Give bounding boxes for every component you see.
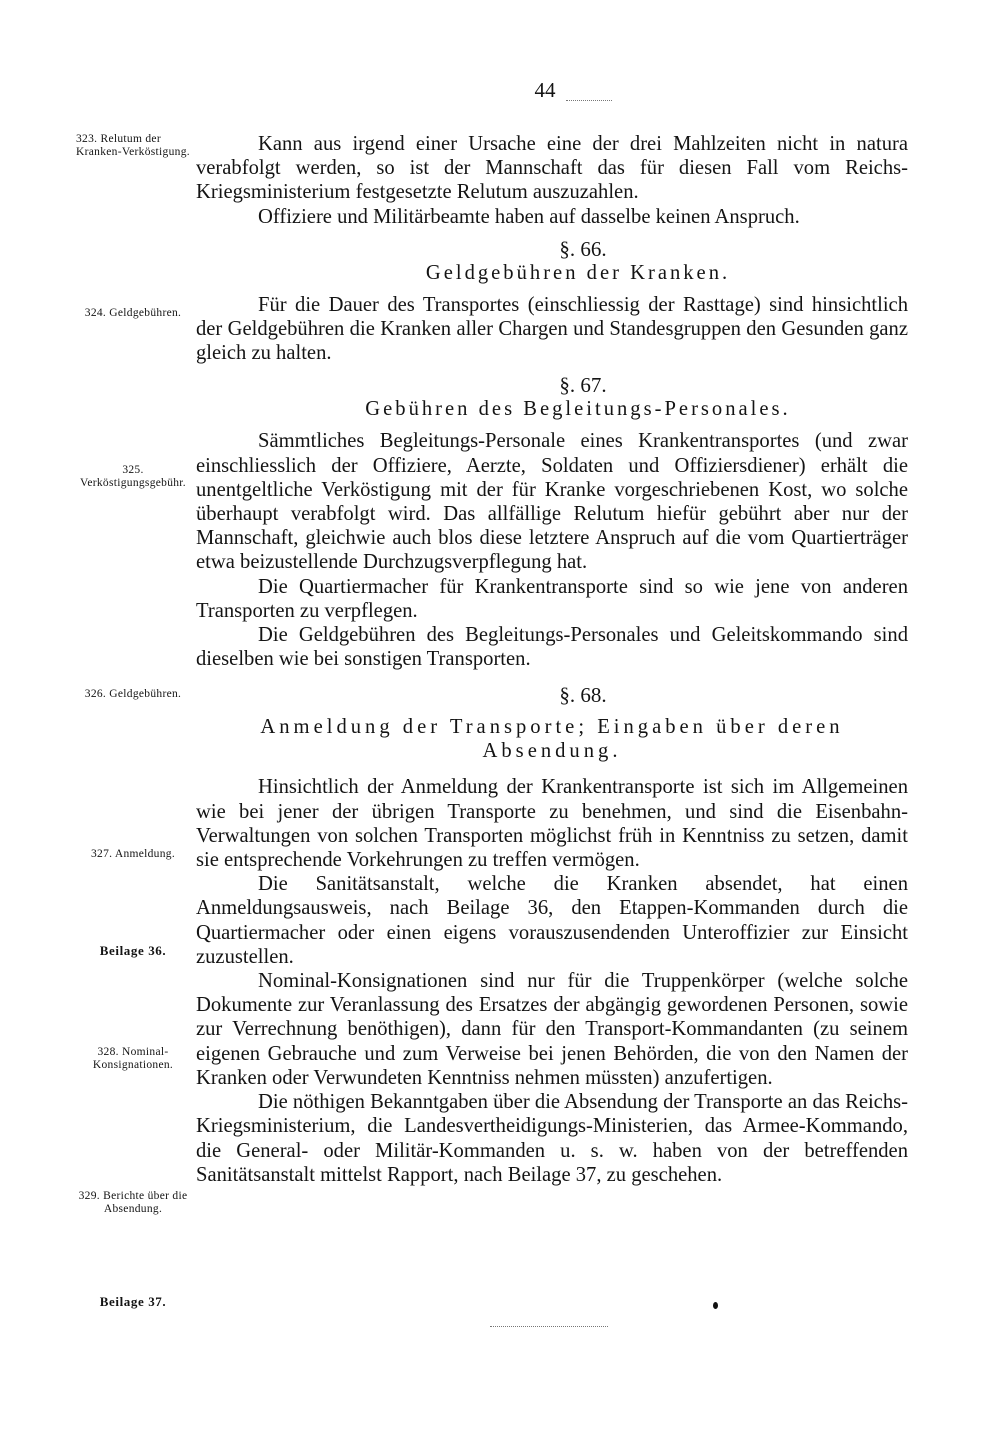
margin-note-324: 324. Geldgebühren. — [84, 307, 182, 319]
paragraph-325-quartermasters: Die Quartiermacher für Krankentransporte sind so wie jene von anderen Transporten zu verpflegen. — [196, 575, 908, 622]
paragraph-324: Für die Dauer des Transportes (einschliessig der Rasttage) sind hinsichtlich der Geldgebühren die Kranken aller Chargen und Standesgruppen den Gesunden ganz gleich zu halten. — [196, 293, 908, 365]
section-68-title: Anmeldung der Transporte; Eingaben über deren Absendung. — [260, 716, 844, 763]
margin-note-326: 326. Geldgebühren. — [84, 688, 182, 700]
paragraph-323-officers: Offiziere und Militärbeamte haben auf dasselbe keinen Anspruch. — [258, 205, 800, 228]
footer-rule — [490, 1326, 608, 1327]
ink-blot — [713, 1302, 718, 1309]
margin-note-329: 329. Berichte über die Absendung. — [78, 1190, 188, 1215]
paragraph-326: Die Geldgebühren des Begleitungs-Personales und Geleitskommando sind dieselben wie bei sonstigen Transporten. — [196, 624, 908, 671]
header-rule — [566, 100, 612, 101]
section-66-number: §. 66. — [559, 236, 607, 261]
main-text — [196, 132, 908, 1187]
section-67-title: Gebühren des Begleitungs-Personales. — [365, 398, 791, 421]
paragraph-325: Sämmtliches Begleitungs-Personale eines Krankentransportes (und zwar einschliesslich der Offiziere, Aerzte, Soldaten und Offiziersdiener) erhält die unentgeltliche Verköstigung mit der für Kranke vorgeschriebenen Kost, wo solche überhaupt verabfolgt wird. Das allfällige Relutum hiefür gebührt aber nur der Mannschaft, gleichwie auch blos diese letztere Anspruch auf die vom Quartierträger etwa beizustellende Durchzugsverpflegung hat. — [196, 430, 908, 574]
margin-note-beilage-37: Beilage 37. — [99, 1294, 167, 1309]
paragraph-329: Die nöthigen Bekanntgaben über die Absendung der Transporte an das Reichs-Kriegsministerium, die Landesvertheidigungs-Ministerien, das Armee-Kommando, die General- oder Militär-Kommanden u. s. w. haben von der betreffenden Sanitätsanstalt mittelst Rapport, nach Beilage 37, zu geschehen. — [196, 1091, 908, 1186]
paragraph-327-registration-form: Die Sanitätsanstalt, welche die Kranken absendet, hat einen Anmeldungsausweis, nach Beilage 36, den Etappen-Kommanden durch die Quartiermacher oder einen eigens vorauszusendenden Unteroffizier zur Einsicht zuzustellen. — [196, 873, 908, 968]
section-68-number: §. 68. — [559, 683, 607, 708]
margin-note-beilage-36: Beilage 36. — [99, 943, 167, 958]
margin-note-323: 323. Relutum der Kranken-Verköstigung. — [76, 133, 190, 158]
paragraph-328: Nominal-Konsignationen sind nur für die Truppenkörper (welche solche Dokumente zur Veranlassung des Ersatzes der abgängig gewordenen Personen, sowie zur Verrechnung benöthigen), dann für den Transport-Kommandanten (zu seinem eigenen Gebrauche und zum Verweise bei jenen Behörden, die von den Namen der Kranken oder Verwundeten Kenntniss nehmen müssten) anzufertigen. — [196, 970, 908, 1089]
margin-note-328: 328. Nominal-Konsignationen. — [92, 1046, 174, 1071]
section-67-number: §. 67. — [559, 373, 607, 398]
paragraph-323: Kann aus irgend einer Ursache eine der drei Mahlzeiten nicht in natura verabfolgt werden, so ist der Mannschaft das für diesen Fall vom Reichs-Kriegsministerium festgesetzte Relutum auszuzahlen. — [196, 133, 908, 204]
margin-note-327: 327. Anmeldung. — [90, 848, 176, 860]
page-number: 44 — [534, 78, 556, 102]
paragraph-327: Hinsichtlich der Anmeldung der Krankentransporte ist sich im Allgemeinen wie bei jener der übrigen Transporte zu benehmen, und sind die Eisenbahn-Verwaltungen von solchen Transporten möglichst früh in Kenntniss zu setzen, damit sie entsprechende Vorkehrungen zu treffen vermögen. — [196, 776, 908, 872]
margin-note-325: 325. Verköstigungsgebühr. — [80, 464, 186, 489]
section-66-title: Geldgebühren der Kranken. — [425, 261, 731, 284]
